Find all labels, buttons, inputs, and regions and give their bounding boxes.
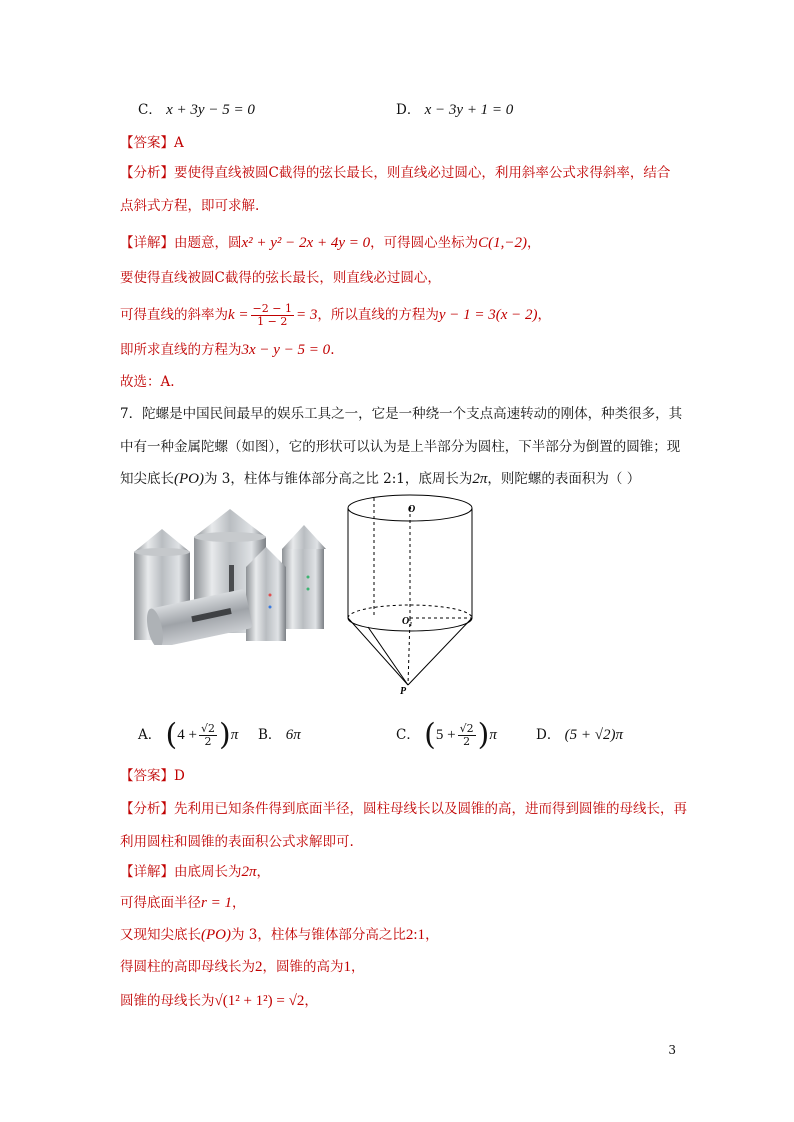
analysis-text: 先利用已知条件得到底面半径，圆柱母线长以及圆锥的高，进而得到圆锥的母线长，再 — [174, 801, 687, 817]
circumference-value: 2π — [472, 471, 488, 487]
detail-text: ，所以直线的方程为 — [317, 307, 439, 323]
fraction-numerator: −2 − 1 — [252, 302, 292, 315]
fraction-denominator: 1 − 2 — [257, 315, 288, 328]
option-a — [138, 717, 239, 753]
radius-value: r = 1 — [201, 895, 232, 911]
detail-text: 又现知尖底长 — [120, 927, 201, 943]
detail-text: 即所求直线的方程为 — [120, 342, 242, 358]
detail-tag: 【详解】 — [120, 864, 174, 880]
q7-detail-line-5 — [120, 991, 318, 1011]
detail-text: ， — [425, 927, 439, 943]
stem-text: 为 3，柱体与锥体部分高之比 2:1，底周长为 — [204, 471, 473, 487]
option-label: D． — [396, 102, 421, 118]
q6-detail-line-1 — [120, 233, 541, 253]
option-expression: x + 3y − 5 = 0 — [166, 102, 255, 118]
slope-fraction — [251, 303, 294, 328]
top-front-right — [246, 547, 286, 641]
option-pre: 4 + — [177, 727, 197, 743]
label-o: O — [408, 504, 416, 515]
option-b — [258, 725, 301, 745]
q7-detail-line-1 — [120, 862, 270, 882]
paren-close: ) — [477, 717, 490, 753]
paren-open: ( — [424, 717, 436, 753]
fraction-numerator: √2 — [459, 722, 474, 735]
detail-tag: 【详解】 — [120, 235, 174, 251]
detail-text: 得圆柱的高即母线长为 — [120, 959, 255, 975]
circumference-value: 2π — [241, 864, 257, 880]
option-post: π — [230, 727, 239, 743]
slope-variable: k = — [228, 307, 249, 323]
detail-text: 由底周长为 — [174, 864, 242, 880]
detail-text: ， — [304, 993, 318, 1009]
slope-result: = 3 — [295, 307, 318, 323]
q6-detail-line-4 — [120, 340, 334, 360]
label-o1: O₁ — [402, 616, 413, 627]
center-coordinate: C(1,−2) — [478, 235, 527, 251]
cone-height: 1 — [343, 959, 351, 975]
option-expression: (5 + √2)π — [564, 727, 623, 743]
po-symbol: (PO) — [174, 471, 204, 487]
answer-tag: 【答案】 — [120, 768, 174, 784]
q7-detail-line-2 — [120, 893, 245, 913]
fraction-numerator: √2 — [200, 722, 215, 735]
option-fraction — [458, 723, 476, 748]
stem-text: ，则陀螺的表面积为（ ） — [487, 471, 641, 487]
q6-detail-line-2: 要使得直线被圆C截得的弦长最长，则直线必过圆心， — [120, 270, 441, 286]
q6-detail-line-3 — [120, 303, 551, 328]
option-fraction — [199, 723, 217, 748]
top-right — [282, 525, 326, 629]
ratio-value: 2:1 — [405, 927, 426, 943]
option-post: π — [489, 727, 497, 743]
detail-text: . — [330, 342, 335, 358]
cylinder-height: 2 — [255, 959, 263, 975]
detail-text: ， — [537, 307, 552, 323]
q7-stem-line-1: 7．陀螺是中国民间最早的娱乐工具之一，它是一种绕一个支点高速转动的刚体，种类很多，其 — [120, 406, 683, 422]
option-label: C． — [396, 727, 420, 743]
paren-close: ) — [219, 717, 231, 753]
cylinder-cone-diagram — [340, 492, 480, 697]
option-expression: 6π — [285, 727, 301, 743]
detail-text: 由题意，圆 — [174, 235, 242, 251]
q6-analysis-line-1 — [120, 163, 670, 183]
line-equation: y − 1 = 3(x − 2) — [438, 307, 538, 323]
detail-text: ， — [351, 959, 365, 975]
q7-analysis-line-2: 利用圆柱和圆锥的表面积公式求解即可. — [120, 834, 354, 850]
q7-stem-line-3 — [120, 469, 640, 489]
analysis-tag: 【分析】 — [120, 801, 174, 817]
metal-top-photo — [128, 507, 326, 645]
option-d — [536, 725, 623, 745]
detail-text: 可得直线的斜率为 — [120, 307, 228, 323]
option-c — [396, 717, 497, 753]
q7-detail-line-4 — [120, 957, 365, 977]
paren-open: ( — [165, 717, 178, 753]
detail-text: 可得底面半径 — [120, 895, 201, 911]
label-p: P — [400, 686, 407, 697]
detail-text: ， — [527, 235, 541, 251]
page-number: 3 — [668, 1043, 676, 1057]
q7-detail-line-3 — [120, 925, 439, 945]
detail-text: ，可得圆心坐标为 — [370, 235, 479, 251]
detail-text: ， — [256, 864, 271, 880]
option-expression: x − 3y + 1 = 0 — [424, 102, 514, 118]
fraction-denominator: 2 — [463, 735, 471, 748]
final-equation: 3x − y − 5 = 0 — [241, 342, 331, 358]
detail-text: 为 3，柱体与锥体部分高之比 — [231, 927, 406, 943]
circle-equation: x² + y² − 2x + 4y = 0 — [241, 235, 371, 251]
option-d-prev — [396, 100, 513, 120]
detail-text: 圆锥的母线长为 — [120, 993, 215, 1009]
fraction-denominator: 2 — [204, 735, 212, 748]
q6-answer — [120, 133, 184, 153]
answer-value: A — [174, 135, 184, 151]
q6-analysis-line-2: 点斜式方程，即可求解. — [120, 198, 260, 214]
stem-text: 知尖底长 — [120, 471, 174, 487]
answer-tag: 【答案】 — [120, 135, 174, 151]
option-label: B． — [258, 727, 282, 743]
q7-analysis-line-1 — [120, 799, 687, 819]
q7-answer — [120, 766, 185, 786]
q7-stem-line-2: 中有一种金属陀螺（如图），它的形状可以认为是上半部分为圆柱，下半部分为倒置的圆锥；现 — [120, 439, 681, 455]
answer-value: D — [174, 768, 185, 784]
option-label: C． — [138, 102, 162, 118]
detail-text: ，圆锥的高为 — [262, 959, 344, 975]
analysis-text: 要使得直线被圆C截得的弦长最长，则直线必过圆心，利用斜率公式求得斜率，结合 — [174, 165, 671, 181]
option-label: A． — [138, 727, 162, 743]
slant-height: √(1² + 1²) = √2 — [214, 993, 305, 1009]
q6-choose: 故选：A. — [120, 374, 175, 390]
analysis-tag: 【分析】 — [120, 165, 174, 181]
detail-text: ， — [231, 895, 246, 911]
option-label: D． — [536, 727, 561, 743]
option-c-prev — [138, 100, 255, 120]
option-pre: 5 + — [435, 727, 456, 743]
po-symbol: (PO) — [201, 927, 231, 943]
